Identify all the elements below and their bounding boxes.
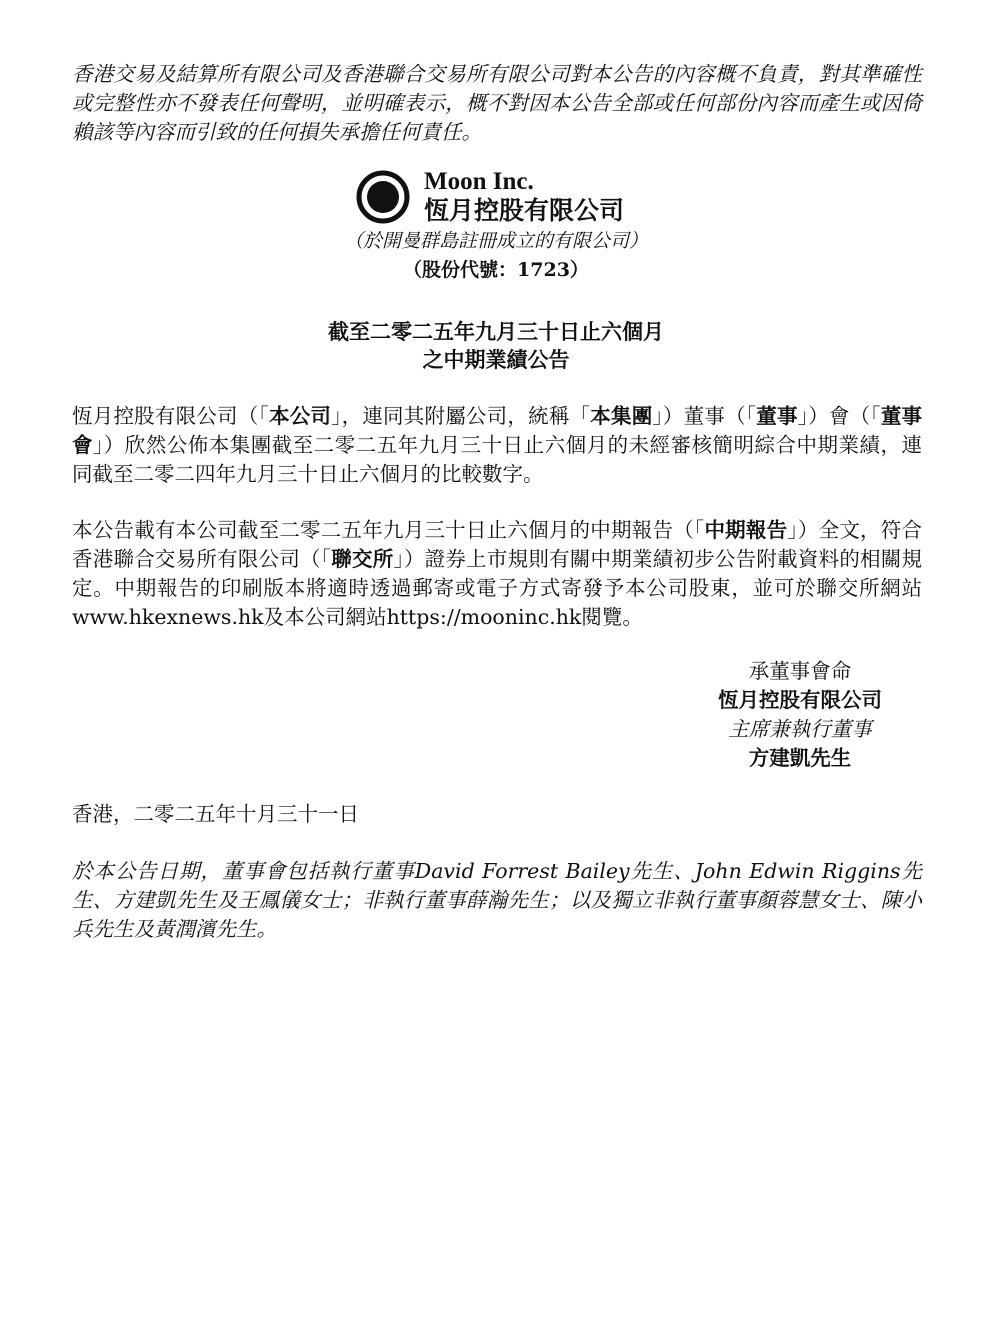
results-paragraph bbox=[72, 402, 922, 489]
defined-term-interim-report: 中期報告 bbox=[704, 518, 788, 542]
defined-term-group: 本集團 bbox=[590, 404, 653, 428]
place-date-line: 香港，二零二五年十月三十一日 bbox=[72, 802, 359, 826]
defined-term-company: 本公司 bbox=[268, 404, 332, 428]
signature-by-order: 承董事會命 bbox=[748, 659, 852, 683]
disclaimer-text: 香港交易及結算所有限公司及香港聯合交易所有限公司對本公告的內容概不負責，對其準確性或完整性亦不發表任何聲明，並明確表示，概不對因本公告全部或任何部份內容而產生或因倚賴該等內容而引致的任何損失承擔任何責任。 bbox=[72, 62, 922, 144]
signature-company: 恆月控股有限公司 bbox=[718, 688, 882, 712]
board-composition: 於本公告日期，董事會包括執行董事David Forrest Bailey先生、John Edwin Riggins先生、方建凱先生及王鳳儀女士；非執行董事薛瀚先生；以及獨立非執行董事顏蓉慧女士、陳小兵先生及黃潤濱先生。 bbox=[72, 859, 922, 941]
para2-text-2: 」）全文，符合香港聯合交易所有限公司（「 bbox=[72, 518, 923, 571]
para1-text-5: 」）欣然公佈本集團截至二零二五年九月三十日止六個月的未經審核簡明綜合中期業績，連同截至二零二四年九月三十日止六個月的比較數字。 bbox=[72, 433, 923, 486]
para1-text-3: 」）董事（「 bbox=[652, 404, 757, 428]
company-name-en: Moon Inc. bbox=[424, 168, 534, 195]
incorporation-note: （於開曼群島註冊成立的有限公司） bbox=[343, 230, 648, 252]
signature-name: 方建凱先生 bbox=[748, 746, 852, 770]
defined-term-stock-exchange: 聯交所 bbox=[331, 547, 394, 571]
defined-term-directors: 董事 bbox=[756, 404, 798, 428]
company-header bbox=[356, 168, 656, 226]
stock-code: （股份代號：1723） bbox=[403, 259, 589, 281]
para1-text-1: 恆月控股有限公司（「 bbox=[72, 404, 269, 428]
para2-text-1: 本公告載有本公司截至二零二五年九月三十日止六個月的中期報告（「 bbox=[72, 518, 705, 542]
announcement-title-line1: 截至二零二五年九月三十日止六個月 bbox=[328, 319, 664, 344]
para1-text-2: 」，連同其附屬公司，統稱「 bbox=[331, 404, 591, 428]
company-name-zh: 恆月控股有限公司 bbox=[424, 196, 625, 225]
interim-report-paragraph bbox=[72, 516, 922, 632]
moon-circle-logo-icon bbox=[356, 170, 410, 224]
announcement-title-line2: 之中期業績公告 bbox=[422, 347, 570, 372]
para2-text-3: 」）證券上市規則有關中期業績初步公告附載資料的相關規定。中期報告的印刷版本將適時透過郵寄或電子方式寄發予本公司股東，並可於聯交所網站www.hkexnews.hk及本公司網站https://mooninc.hk閱覽。 bbox=[72, 547, 923, 629]
para1-text-4: 」）會（「 bbox=[797, 404, 881, 428]
defined-term-board: 董事會 bbox=[72, 404, 923, 457]
signature-position: 主席兼執行董事 bbox=[728, 717, 872, 741]
